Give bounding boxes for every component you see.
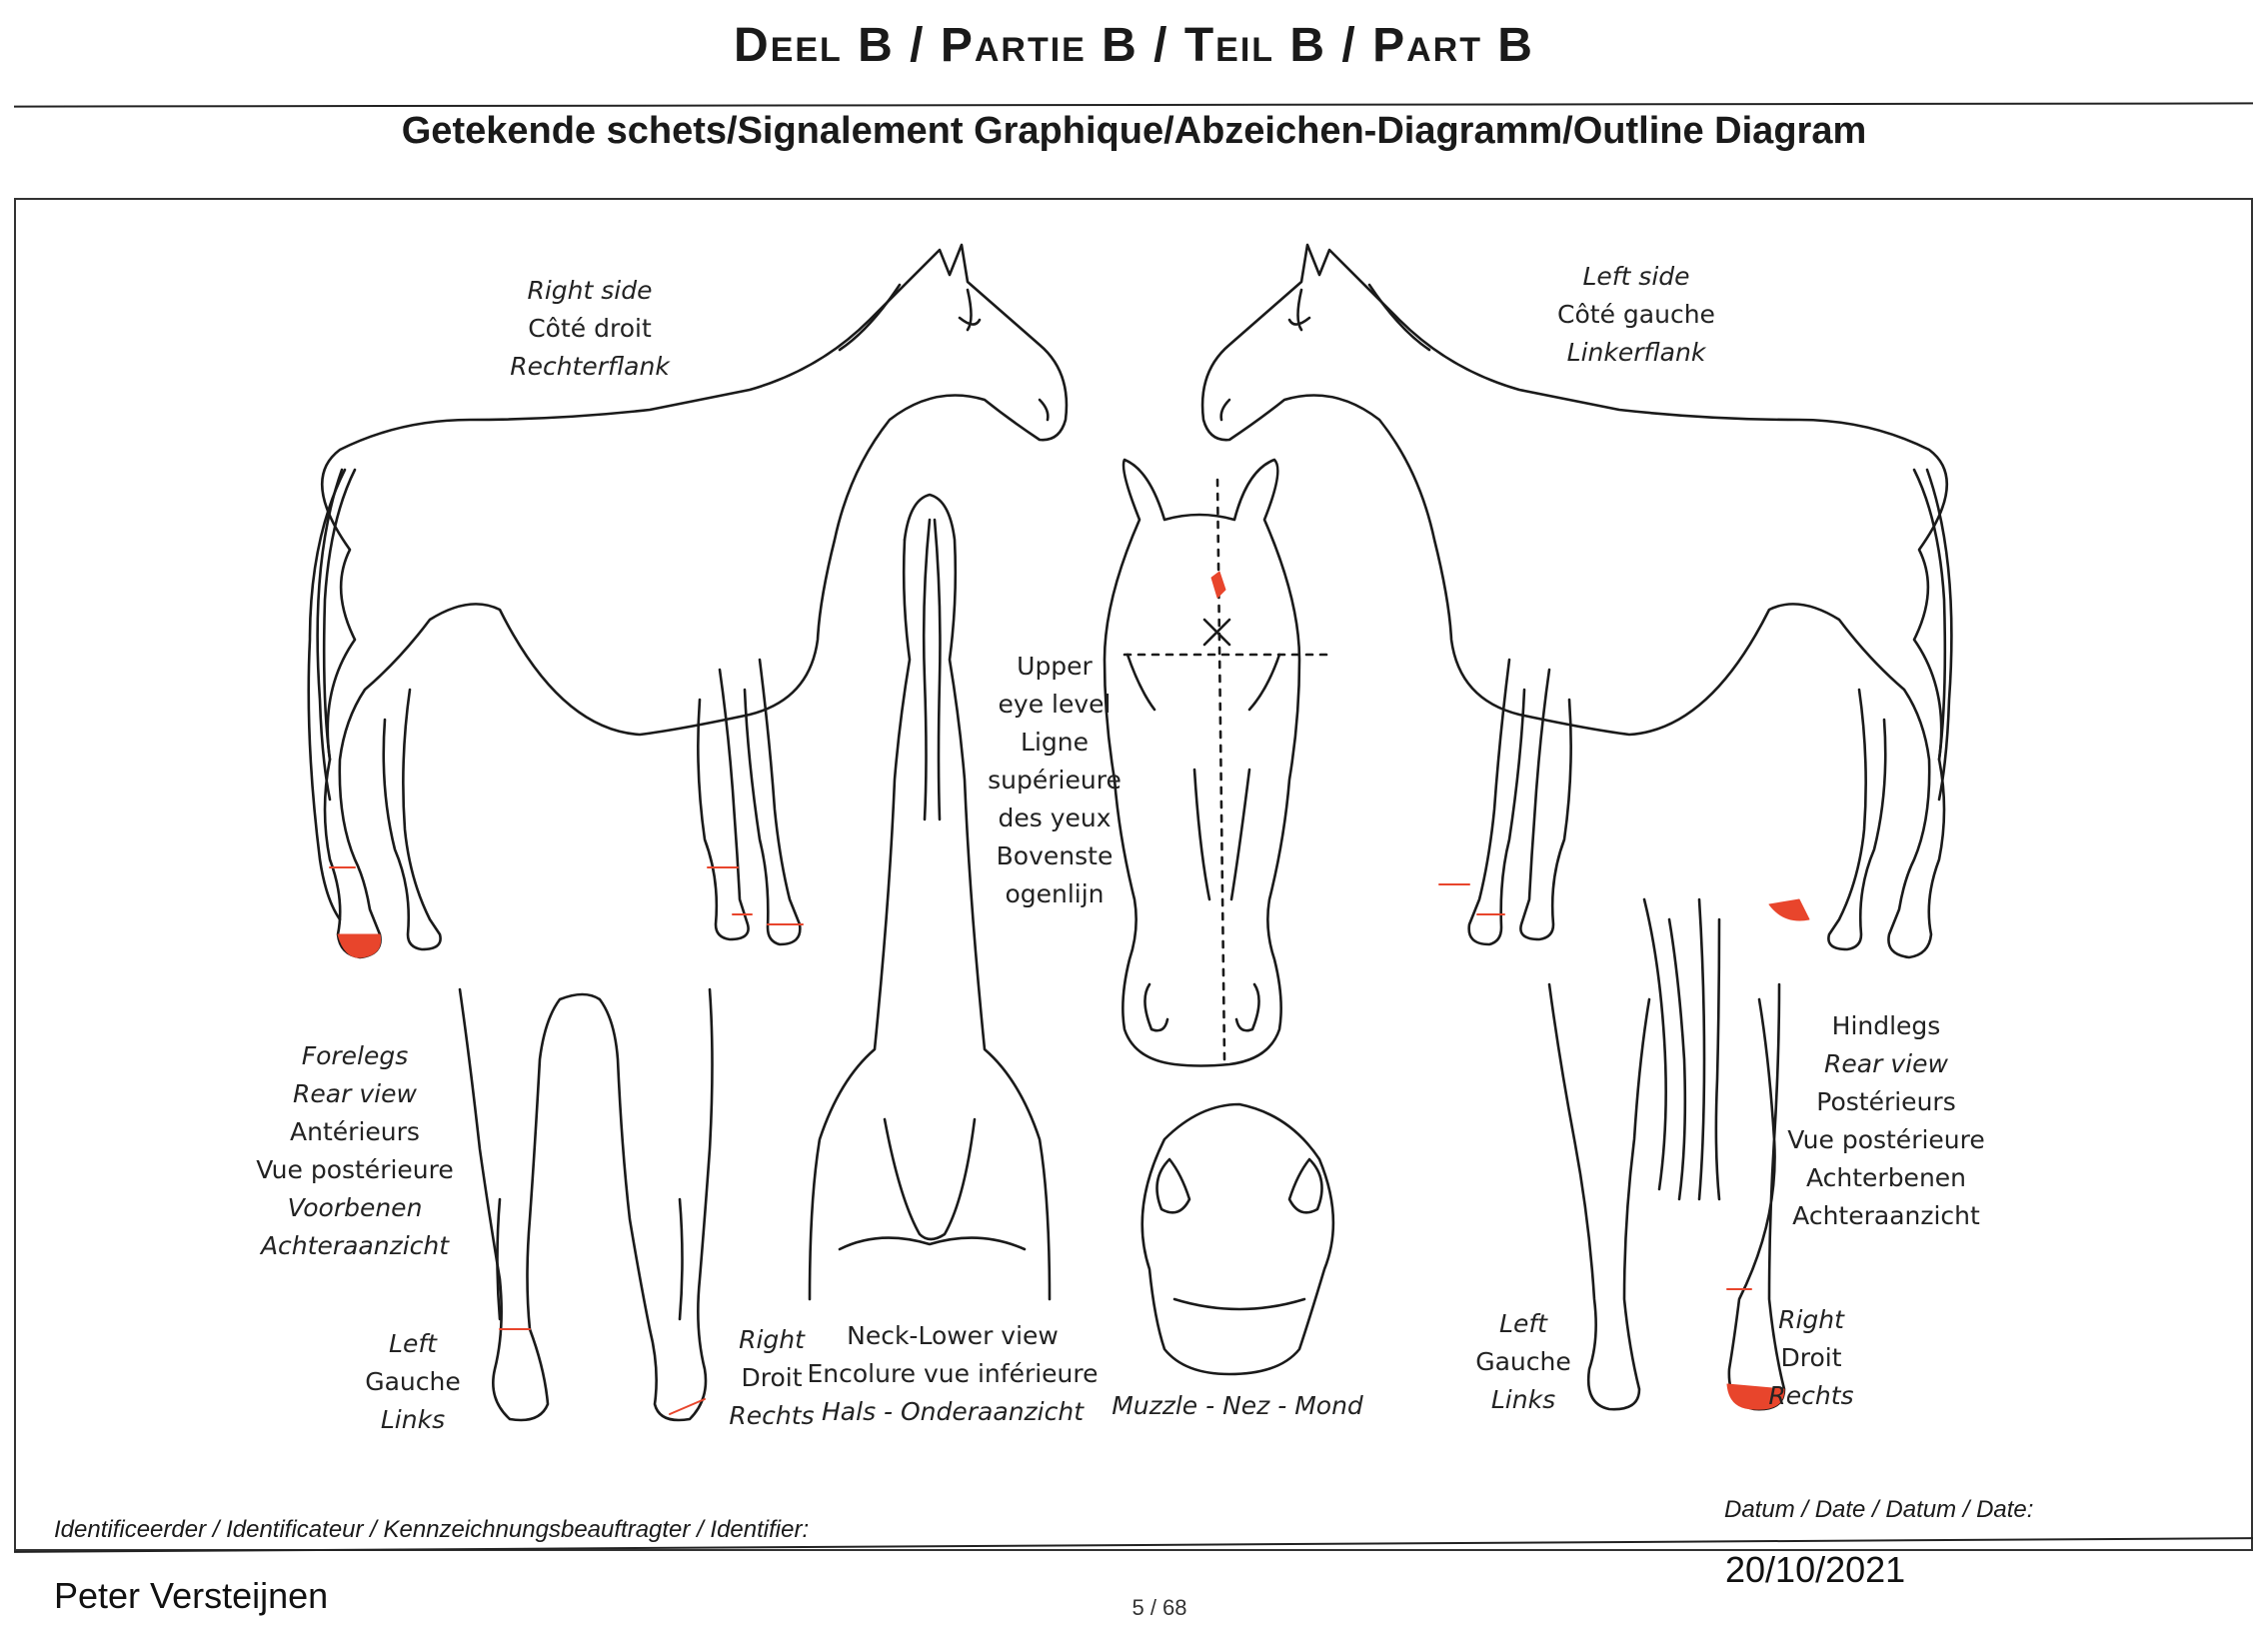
label-forelegs — [256, 1037, 454, 1265]
label-hindlegs-2: Postérieurs — [1816, 1087, 1956, 1116]
label-left-side-en: Left side — [1582, 262, 1690, 291]
label-eye-level-1: eye level — [998, 690, 1112, 719]
label-foreleg-left-1: Gauche — [365, 1367, 461, 1396]
label-eye-level-2: Ligne — [1021, 728, 1089, 757]
label-right-side-fr: Côté droit — [528, 314, 652, 343]
label-forelegs-1: Rear view — [293, 1079, 417, 1108]
label-hindleg-right-1: Droit — [1780, 1343, 1842, 1372]
page-header-title: Deel B / Partie B / Teil B / Part B — [734, 19, 1534, 72]
marking-left-side-hind-hoof — [1769, 899, 1809, 920]
label-eye-level-3: supérieure — [988, 766, 1122, 795]
head-front-view-outline — [1105, 460, 1329, 1066]
label-foreleg-left-2: Links — [380, 1405, 446, 1434]
label-right-side-en: Right side — [527, 276, 653, 305]
label-hindlegs-4: Achterbenen — [1805, 1163, 1967, 1192]
label-neck-lower-view — [807, 1317, 1098, 1431]
identifier-value: Peter Versteijnen — [54, 1575, 329, 1616]
label-eye-level-5: Bovenste — [996, 841, 1114, 870]
forelegs-rear-view-outline — [460, 989, 713, 1420]
label-eye-level-6: ogenlijn — [1005, 879, 1105, 908]
page-number: 5 / 68 — [1132, 1595, 1187, 1620]
label-hindleg-left-2: Links — [1490, 1385, 1556, 1414]
label-foreleg-right — [729, 1321, 814, 1435]
label-neck-0: Neck-Lower view — [847, 1321, 1059, 1350]
marking-forehead-star — [1211, 572, 1225, 598]
label-eye-level-4: des yeux — [998, 804, 1112, 832]
label-hindlegs-1: Rear view — [1824, 1049, 1948, 1078]
label-foreleg-right-0: Right — [739, 1325, 805, 1354]
label-muzzle-text: Muzzle - Nez - Mond — [1112, 1391, 1363, 1420]
hindlegs-rear-view-outline — [1549, 899, 1784, 1409]
horse-right-side-outline — [309, 245, 1067, 957]
label-right-side — [510, 272, 670, 386]
identifier-label: Identificeerder / Identificateur / Kennzeichnungsbeauftragter / Identifier: — [54, 1516, 810, 1543]
label-hindleg-right-2: Rechts — [1768, 1381, 1854, 1410]
label-eye-level — [988, 648, 1122, 913]
label-left-side-nl: Linkerflank — [1566, 338, 1706, 367]
label-forelegs-2: Antérieurs — [290, 1117, 420, 1146]
label-hindleg-left-1: Gauche — [1475, 1347, 1571, 1376]
label-foreleg-left — [365, 1325, 461, 1439]
date-label: Datum / Date / Datum / Date: — [1724, 1496, 2034, 1523]
date-value: 20/10/2021 — [1725, 1549, 1906, 1590]
label-hindleg-right-0: Right — [1778, 1305, 1844, 1334]
label-muzzle — [1112, 1387, 1363, 1425]
label-eye-level-0: Upper — [1017, 652, 1093, 681]
label-hindlegs-3: Vue postérieure — [1787, 1125, 1985, 1154]
page-subtitle: Getekende schets/Signalement Graphique/Abzeichen-Diagramm/Outline Diagram — [401, 110, 1867, 152]
label-foreleg-right-1: Droit — [741, 1363, 803, 1392]
label-hindleg-right — [1768, 1301, 1853, 1415]
label-foreleg-right-2: Rechts — [729, 1401, 815, 1430]
label-right-side-nl: Rechterflank — [510, 352, 670, 381]
label-forelegs-5: Achteraanzicht — [260, 1231, 450, 1260]
label-forelegs-3: Vue postérieure — [256, 1155, 454, 1184]
label-forelegs-4: Voorbenen — [287, 1193, 423, 1222]
label-hindlegs-5: Achteraanzicht — [1792, 1201, 1980, 1230]
muzzle-outline — [1142, 1104, 1333, 1374]
label-hindlegs — [1787, 1007, 1985, 1235]
label-left-side — [1557, 258, 1715, 372]
label-hindleg-left — [1475, 1305, 1571, 1419]
label-hindlegs-0: Hindlegs — [1831, 1011, 1941, 1040]
label-neck-2: Hals - Onderaanzicht — [822, 1397, 1084, 1426]
label-hindleg-left-0: Left — [1499, 1309, 1547, 1338]
label-left-side-fr: Côté gauche — [1557, 300, 1715, 329]
label-foreleg-left-0: Left — [389, 1329, 437, 1358]
label-neck-1: Encolure vue inférieure — [807, 1359, 1099, 1388]
label-forelegs-0: Forelegs — [301, 1041, 409, 1070]
